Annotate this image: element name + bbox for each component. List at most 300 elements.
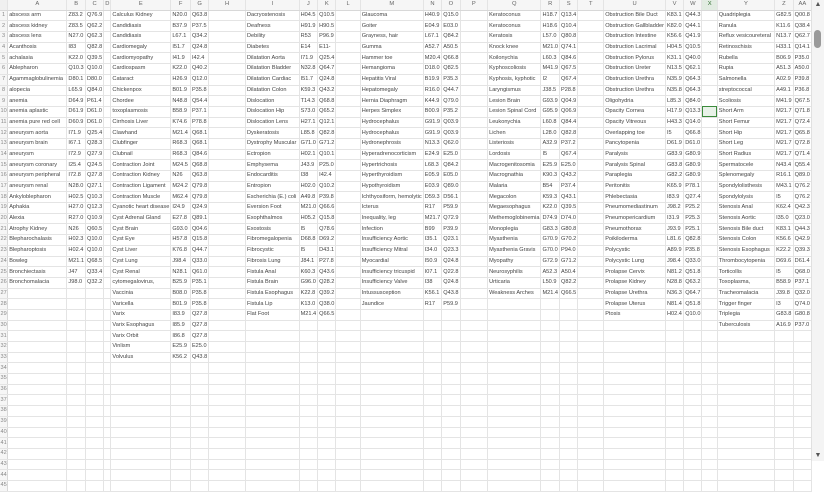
cell[interactable]	[460, 64, 488, 75]
cell[interactable]	[775, 363, 794, 374]
cell[interactable]	[604, 363, 666, 374]
cell[interactable]: A50.4	[560, 267, 578, 278]
cell[interactable]: Cyanotic heart disease	[111, 203, 171, 214]
row-header[interactable]: 9	[0, 96, 8, 107]
cell[interactable]	[299, 352, 318, 363]
cell[interactable]: Dacryostenosis	[245, 10, 299, 21]
cell[interactable]: B58.9	[171, 106, 191, 117]
cell[interactable]: P96.9	[318, 32, 336, 43]
cell[interactable]: P61.4	[85, 96, 103, 107]
row-header[interactable]: 35	[0, 374, 8, 385]
cell[interactable]: Keratoconus	[488, 10, 541, 21]
row-header[interactable]: 10	[0, 106, 8, 117]
cell[interactable]: L50.9	[541, 277, 560, 288]
cell[interactable]	[245, 363, 299, 374]
cell[interactable]	[541, 470, 560, 481]
cell[interactable]: Clubnail	[111, 149, 171, 160]
cell[interactable]	[702, 181, 717, 192]
cell[interactable]	[560, 470, 578, 481]
cell[interactable]: Q44.7	[442, 85, 460, 96]
cell[interactable]	[578, 459, 604, 470]
cell[interactable]: Weakness Arches	[488, 288, 541, 299]
cell[interactable]: Exophthalmos	[245, 213, 299, 224]
cell[interactable]	[111, 374, 171, 385]
cell[interactable]: M43.1	[775, 181, 794, 192]
cell[interactable]	[318, 331, 336, 342]
cell[interactable]	[488, 438, 541, 449]
cell[interactable]	[460, 406, 488, 417]
cell[interactable]: Obstruction Bile Duct	[604, 10, 666, 21]
cell[interactable]	[318, 320, 336, 331]
cell[interactable]	[85, 363, 103, 374]
cell[interactable]	[423, 352, 442, 363]
cell[interactable]: G91.9	[423, 128, 442, 139]
cell[interactable]: Opacity Vitreous	[604, 117, 666, 128]
row-header[interactable]: 25	[0, 267, 8, 278]
cell[interactable]	[702, 427, 717, 438]
cell[interactable]: R68.3	[171, 149, 191, 160]
cell[interactable]	[245, 438, 299, 449]
cell[interactable]: Icterus	[360, 203, 423, 214]
cell[interactable]	[717, 363, 774, 374]
cell[interactable]: Q84.6	[560, 53, 578, 64]
cell[interactable]	[684, 427, 702, 438]
row-header[interactable]: 44	[0, 470, 8, 481]
cell[interactable]: I86.8	[171, 331, 191, 342]
cell[interactable]: A52.7	[423, 42, 442, 53]
cell[interactable]	[299, 331, 318, 342]
cell[interactable]: Methemoglobinemia	[488, 213, 541, 224]
cell[interactable]: Q84.2	[442, 160, 460, 171]
cell[interactable]	[318, 342, 336, 353]
cell[interactable]	[8, 331, 67, 342]
cell[interactable]	[665, 342, 683, 353]
cell[interactable]	[541, 459, 560, 470]
cell[interactable]	[318, 384, 336, 395]
cell[interactable]: I51.7	[171, 42, 191, 53]
row-header[interactable]: 6	[0, 64, 8, 75]
cell[interactable]: G82.5	[775, 10, 794, 21]
column-header-e[interactable]: E	[111, 0, 171, 10]
cell[interactable]	[604, 374, 666, 385]
cell[interactable]: R16.0	[423, 85, 442, 96]
cell[interactable]: N28.1	[171, 267, 191, 278]
cell[interactable]	[85, 406, 103, 417]
cell[interactable]: Lichen	[488, 128, 541, 139]
cell[interactable]	[460, 245, 488, 256]
cell[interactable]	[423, 438, 442, 449]
cell[interactable]	[775, 459, 794, 470]
cell[interactable]	[793, 352, 811, 363]
cell[interactable]: L68.3	[423, 160, 442, 171]
cell[interactable]	[717, 438, 774, 449]
cell[interactable]	[209, 213, 246, 224]
cell[interactable]: Q10.0	[684, 309, 702, 320]
cell[interactable]: B01.9	[171, 85, 191, 96]
cell[interactable]: Agammaglobulinemia	[8, 74, 67, 85]
cell[interactable]: Q76.9	[85, 10, 103, 21]
cell[interactable]	[336, 374, 360, 385]
cell[interactable]	[604, 384, 666, 395]
cell[interactable]: Q40.2	[190, 64, 208, 75]
cell[interactable]: Q24.8	[318, 74, 336, 85]
cell[interactable]	[578, 32, 604, 43]
cell[interactable]: M21.7	[775, 138, 794, 149]
cell[interactable]: Q24.9	[190, 203, 208, 214]
cell[interactable]: Q40.0	[684, 53, 702, 64]
cell[interactable]: G71.2	[318, 138, 336, 149]
cell[interactable]: R53	[299, 32, 318, 43]
cell[interactable]	[423, 384, 442, 395]
cell[interactable]	[702, 171, 717, 182]
cell[interactable]	[245, 427, 299, 438]
cell[interactable]: Q82.8	[318, 128, 336, 139]
cell[interactable]: Q68.0	[793, 267, 811, 278]
column-header-u[interactable]: U	[604, 0, 666, 10]
cell[interactable]: H57.8	[171, 235, 191, 246]
cell[interactable]: Q67.4	[560, 74, 578, 85]
cell[interactable]: Obstruction Pylorus	[604, 53, 666, 64]
column-header-x[interactable]: X	[702, 0, 717, 10]
cell[interactable]: Laryngismus	[488, 85, 541, 96]
cell[interactable]: I34.0	[423, 245, 442, 256]
cell[interactable]	[460, 10, 488, 21]
cell[interactable]: A50.5	[442, 42, 460, 53]
cell[interactable]: Myopathy	[488, 256, 541, 267]
cell[interactable]	[85, 331, 103, 342]
cell[interactable]: Hepatitis Viral	[360, 74, 423, 85]
cell[interactable]	[684, 384, 702, 395]
cell[interactable]: R27.0	[67, 213, 86, 224]
cell[interactable]	[578, 85, 604, 96]
cell[interactable]	[702, 213, 717, 224]
cell[interactable]: abscess arm	[8, 10, 67, 21]
cell[interactable]: R68.3	[171, 138, 191, 149]
cell[interactable]: L60.8	[541, 117, 560, 128]
cell[interactable]	[717, 331, 774, 342]
cell[interactable]: G70.9	[541, 235, 560, 246]
cell[interactable]	[299, 416, 318, 427]
cell[interactable]: N26	[171, 171, 191, 182]
cell[interactable]	[702, 352, 717, 363]
cell[interactable]	[8, 416, 67, 427]
cell[interactable]: Tracheomalacia	[717, 288, 774, 299]
cell[interactable]: K56.2	[171, 352, 191, 363]
cell[interactable]: Q42.3	[793, 203, 811, 214]
cell[interactable]: G82.2	[665, 171, 683, 182]
cell[interactable]: E25.9	[171, 342, 191, 353]
cell[interactable]	[104, 149, 111, 160]
cell[interactable]: G93.9	[541, 96, 560, 107]
cell[interactable]	[104, 192, 111, 203]
cell[interactable]: Q43.8	[442, 288, 460, 299]
cell[interactable]	[460, 149, 488, 160]
cell[interactable]: Insufficiency Valve	[360, 277, 423, 288]
cell[interactable]	[209, 224, 246, 235]
cell[interactable]: P78.1	[684, 181, 702, 192]
cell[interactable]: Kyphoscoliosis	[488, 64, 541, 75]
cell[interactable]: Q68.8	[190, 160, 208, 171]
cell[interactable]: Q89.1	[190, 213, 208, 224]
cell[interactable]: Q67.5	[560, 64, 578, 75]
cell[interactable]: H18.6	[541, 21, 560, 32]
cell[interactable]: T14.3	[299, 96, 318, 107]
cell[interactable]: K13.0	[299, 299, 318, 310]
cell[interactable]: Stenosis Colon	[717, 235, 774, 246]
cell[interactable]: Q64.3	[684, 74, 702, 85]
cell[interactable]	[684, 438, 702, 449]
cell[interactable]	[85, 384, 103, 395]
cell[interactable]	[209, 192, 246, 203]
cell[interactable]: K59.3	[299, 85, 318, 96]
cell[interactable]	[336, 459, 360, 470]
cell[interactable]	[717, 374, 774, 385]
cell[interactable]: Q71.4	[793, 149, 811, 160]
cell[interactable]: Short Radius	[717, 149, 774, 160]
cell[interactable]: K22.0	[171, 64, 191, 75]
cell[interactable]	[702, 480, 717, 491]
cell[interactable]: Q76.2	[793, 181, 811, 192]
cell[interactable]: P39.8	[318, 192, 336, 203]
cell[interactable]	[318, 448, 336, 459]
cell[interactable]	[67, 427, 86, 438]
cell[interactable]: Q78.6	[318, 224, 336, 235]
cell[interactable]	[793, 427, 811, 438]
cell[interactable]: Q27.4	[684, 192, 702, 203]
cell[interactable]	[111, 363, 171, 374]
row-header[interactable]: 39	[0, 416, 8, 427]
cell[interactable]	[318, 438, 336, 449]
cell[interactable]: Myasthenia	[488, 235, 541, 246]
cell[interactable]	[665, 320, 683, 331]
cell[interactable]	[423, 448, 442, 459]
cell[interactable]	[104, 181, 111, 192]
cell[interactable]	[578, 117, 604, 128]
cell[interactable]	[67, 352, 86, 363]
cell[interactable]	[336, 277, 360, 288]
cell[interactable]: G91.9	[423, 117, 442, 128]
cell[interactable]: I25.4	[67, 160, 86, 171]
cell[interactable]	[560, 406, 578, 417]
cell[interactable]: J98.4	[171, 256, 191, 267]
cell[interactable]	[423, 342, 442, 353]
cell[interactable]	[604, 352, 666, 363]
cell[interactable]: A16.9	[775, 320, 794, 331]
cell[interactable]	[578, 74, 604, 85]
cell[interactable]	[336, 245, 360, 256]
cell[interactable]: K74.6	[171, 117, 191, 128]
cell[interactable]: Hammer toe	[360, 53, 423, 64]
row-header[interactable]: 29	[0, 309, 8, 320]
column-header-o[interactable]: O	[442, 0, 460, 10]
cell[interactable]: Q04.9	[560, 96, 578, 107]
cell[interactable]: J39.8	[775, 288, 794, 299]
cell[interactable]: Q71.8	[793, 106, 811, 117]
cell[interactable]: H18.7	[541, 10, 560, 21]
cell[interactable]: Q44.7	[190, 245, 208, 256]
row-header[interactable]: 12	[0, 128, 8, 139]
cell[interactable]	[541, 406, 560, 417]
cell[interactable]: M21.7	[775, 106, 794, 117]
cell[interactable]	[442, 331, 460, 342]
row-header[interactable]: 18	[0, 192, 8, 203]
cell[interactable]: Lordosis	[488, 149, 541, 160]
cell[interactable]: Q66.8	[684, 128, 702, 139]
cell[interactable]	[209, 459, 246, 470]
cell[interactable]	[541, 395, 560, 406]
cell[interactable]	[209, 320, 246, 331]
cell[interactable]: Thrombocytopenia	[717, 256, 774, 267]
column-header-r[interactable]: R	[541, 0, 560, 10]
column-header-s[interactable]: S	[560, 0, 578, 10]
cell[interactable]	[442, 320, 460, 331]
cell[interactable]: K60.3	[299, 267, 318, 278]
cell[interactable]	[717, 406, 774, 417]
cell[interactable]: Q14.0	[684, 117, 702, 128]
cell[interactable]: I83.9	[171, 309, 191, 320]
cell[interactable]	[171, 438, 191, 449]
cell[interactable]	[171, 448, 191, 459]
cell[interactable]	[460, 470, 488, 481]
cell[interactable]	[104, 342, 111, 353]
cell[interactable]: Q13.3	[684, 106, 702, 117]
column-header-a[interactable]: A	[8, 0, 67, 10]
cell[interactable]: P39.8	[793, 74, 811, 85]
cell[interactable]	[318, 416, 336, 427]
cell[interactable]: P25.3	[684, 213, 702, 224]
cell[interactable]	[541, 416, 560, 427]
column-header-h[interactable]: H	[209, 0, 246, 10]
cell[interactable]	[460, 256, 488, 267]
cell[interactable]	[578, 192, 604, 203]
cell[interactable]: Blepharochalasis	[8, 235, 67, 246]
cell[interactable]	[793, 374, 811, 385]
cell[interactable]: Exostosis	[245, 224, 299, 235]
cell[interactable]	[460, 235, 488, 246]
cell[interactable]: Q24.8	[442, 256, 460, 267]
cell[interactable]: Q80.8	[560, 32, 578, 43]
cell[interactable]	[684, 352, 702, 363]
cell[interactable]	[209, 374, 246, 385]
cell[interactable]: E04.9	[423, 21, 442, 32]
cell[interactable]	[541, 427, 560, 438]
cell[interactable]	[104, 395, 111, 406]
cell[interactable]	[702, 96, 717, 107]
cell[interactable]: Q10.1	[318, 149, 336, 160]
cell[interactable]: Q24.8	[442, 277, 460, 288]
cell[interactable]: Myasthenia Gravis	[488, 245, 541, 256]
cell[interactable]: H43.3	[665, 117, 683, 128]
cell[interactable]	[245, 342, 299, 353]
cell[interactable]: H40.9	[423, 10, 442, 21]
cell[interactable]: Lesion Brain	[488, 96, 541, 107]
cell[interactable]	[336, 74, 360, 85]
cell[interactable]: D61.0	[85, 117, 103, 128]
cell[interactable]: Cyst Eye	[111, 235, 171, 246]
cell[interactable]: Q42.9	[793, 235, 811, 246]
scroll-down-arrow-icon[interactable]: ▼	[814, 452, 822, 459]
cell[interactable]: I67.1	[67, 138, 86, 149]
cell[interactable]	[560, 352, 578, 363]
cell[interactable]	[460, 203, 488, 214]
cell[interactable]	[488, 384, 541, 395]
cell[interactable]	[111, 470, 171, 481]
cell[interactable]	[578, 342, 604, 353]
cell[interactable]	[460, 224, 488, 235]
cell[interactable]	[665, 416, 683, 427]
cell[interactable]	[245, 448, 299, 459]
cell[interactable]: Blepharoptosis	[8, 245, 67, 256]
cell[interactable]	[717, 416, 774, 427]
cell[interactable]	[665, 470, 683, 481]
cell[interactable]: Q39.3	[793, 245, 811, 256]
cell[interactable]: A51.3	[775, 64, 794, 75]
cell[interactable]: P37.2	[560, 138, 578, 149]
cell[interactable]: Q04.6	[190, 224, 208, 235]
cell[interactable]: M21.1	[67, 256, 86, 267]
cell[interactable]: Dislocation Hip	[245, 106, 299, 117]
cell[interactable]	[336, 395, 360, 406]
column-header-n[interactable]: N	[423, 0, 442, 10]
cell[interactable]	[299, 470, 318, 481]
cell[interactable]: I2	[541, 74, 560, 85]
cell[interactable]	[578, 256, 604, 267]
cell[interactable]	[318, 363, 336, 374]
cell[interactable]: D68.8	[299, 235, 318, 246]
cell[interactable]	[702, 384, 717, 395]
cell[interactable]: Q25.4	[85, 128, 103, 139]
cell[interactable]	[460, 128, 488, 139]
cell[interactable]	[190, 438, 208, 449]
cell[interactable]	[209, 235, 246, 246]
cell[interactable]	[702, 203, 717, 214]
cell[interactable]: L28.0	[541, 128, 560, 139]
cell[interactable]	[717, 448, 774, 459]
cell[interactable]	[85, 374, 103, 385]
column-header-k[interactable]: K	[318, 0, 336, 10]
row-header[interactable]: 1	[0, 10, 8, 21]
column-header-z[interactable]: Z	[775, 0, 794, 10]
cell[interactable]	[423, 470, 442, 481]
cell[interactable]	[578, 480, 604, 491]
cell[interactable]: D80.1	[67, 74, 86, 85]
cell[interactable]: K83.1	[775, 224, 794, 235]
cell[interactable]: Prolapse Cervix	[604, 267, 666, 278]
cell[interactable]	[104, 171, 111, 182]
cell[interactable]: Dilatation Bladder	[245, 64, 299, 75]
cell[interactable]: M62.4	[171, 192, 191, 203]
cell[interactable]	[684, 395, 702, 406]
cell[interactable]	[85, 320, 103, 331]
column-header-aa[interactable]: AA	[793, 0, 811, 10]
cell[interactable]: Macrogenitosomia	[488, 160, 541, 171]
cell[interactable]: Fistula Brain	[245, 277, 299, 288]
cell[interactable]: Listeriosis	[488, 138, 541, 149]
cell[interactable]	[684, 448, 702, 459]
cell[interactable]	[245, 406, 299, 417]
cell[interactable]	[488, 459, 541, 470]
cell[interactable]: Q12.3	[85, 203, 103, 214]
cell[interactable]: Q60.5	[85, 224, 103, 235]
cell[interactable]	[578, 406, 604, 417]
cell[interactable]	[104, 10, 111, 21]
cell[interactable]	[665, 384, 683, 395]
cell[interactable]: I42.4	[318, 171, 336, 182]
row-header[interactable]: 13	[0, 138, 8, 149]
cell[interactable]	[541, 342, 560, 353]
cell[interactable]: P37.5	[190, 21, 208, 32]
cell[interactable]	[560, 342, 578, 353]
